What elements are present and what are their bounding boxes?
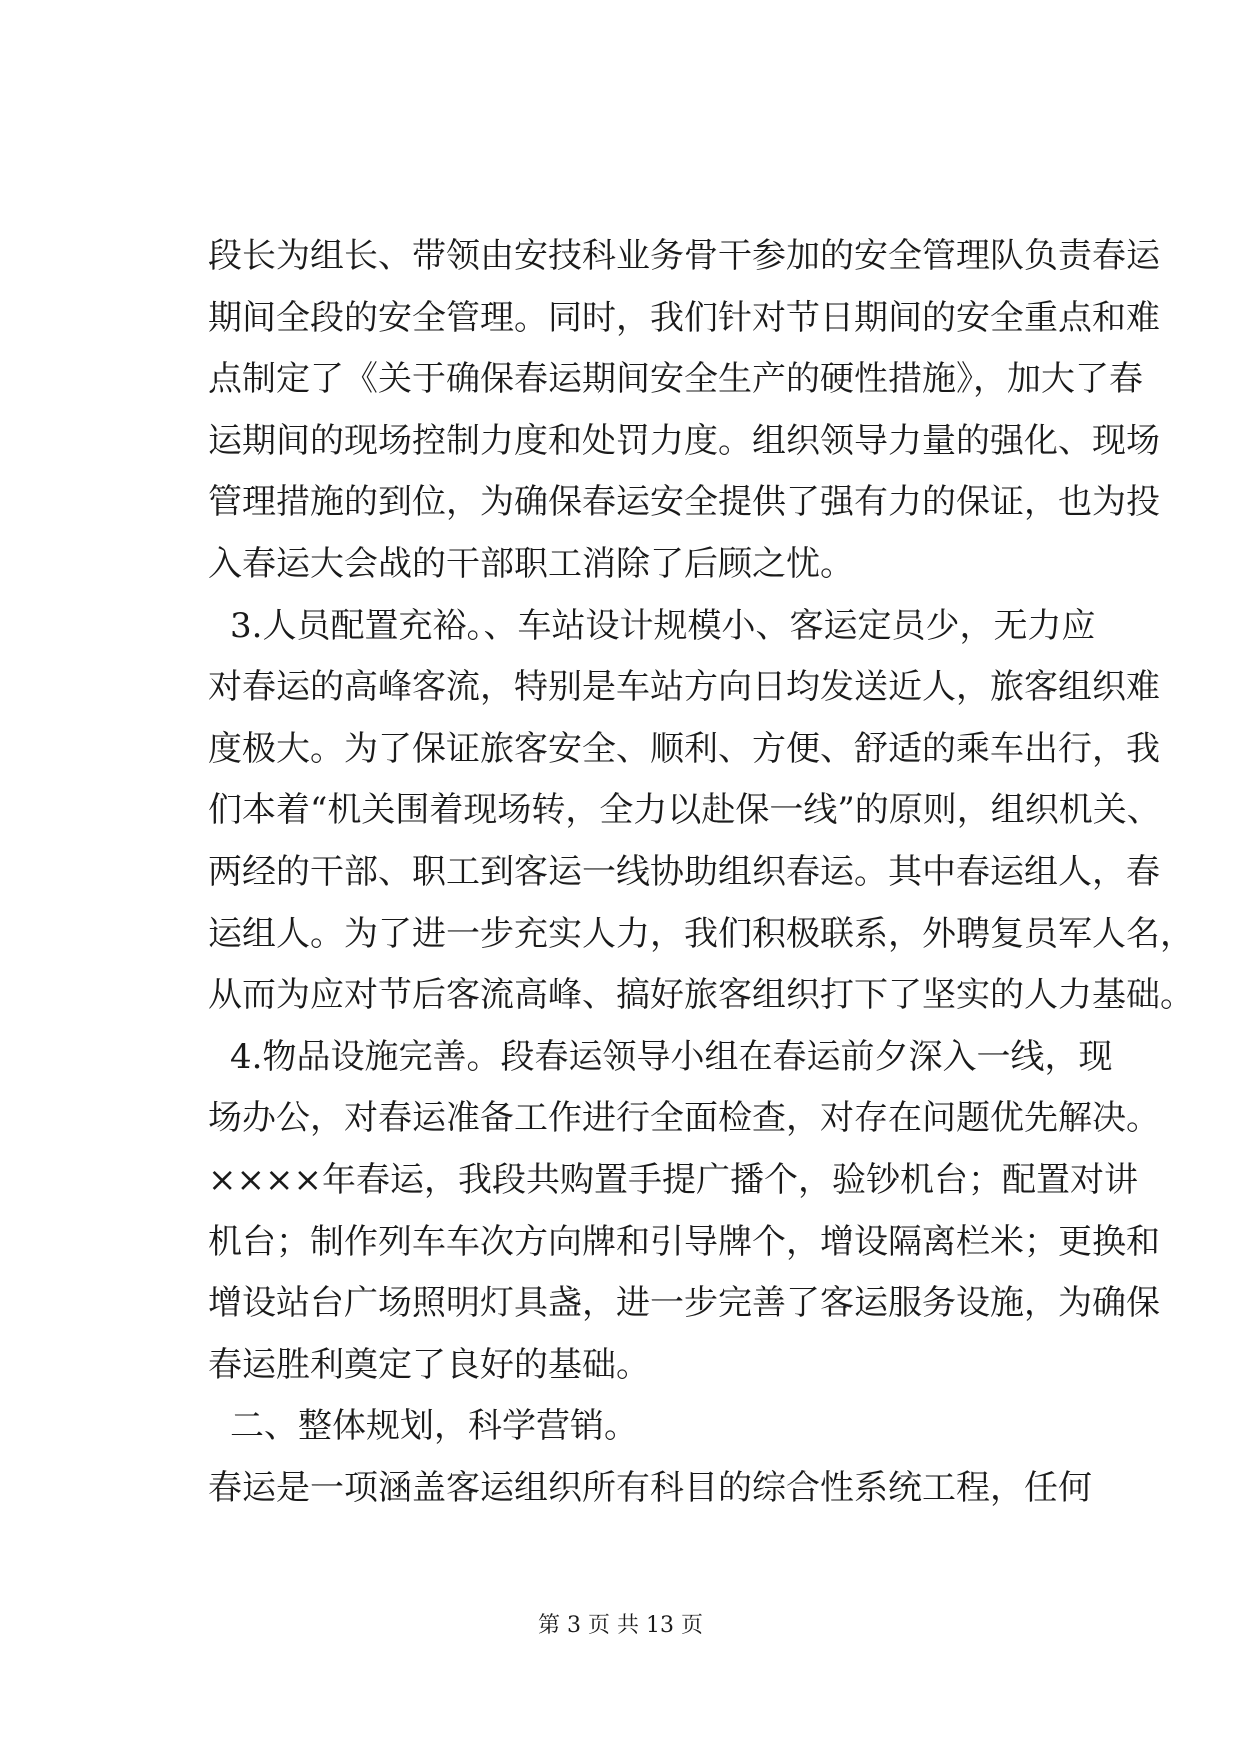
- text-line: 点制定了《关于确保春运期间安全生产的硬性措施》，加大了春: [208, 359, 1143, 400]
- text-line: 管理措施的到位，为确保春运安全提供了强有力的保证，也为投: [208, 482, 1160, 523]
- text-line: 场办公，对春运准备工作进行全面检查，对存在问题优先解决。: [208, 1098, 1160, 1139]
- text-line: 入春运大会战的干部职工消除了后顾之忧。: [208, 543, 854, 584]
- text-line: ××××年春运，我段共购置手提广播个，验钞机台；配置对讲: [208, 1159, 1138, 1200]
- text-line: 们本着“机关围着现场转，全力以赴保一线”的原则，组织机关、: [208, 790, 1161, 831]
- text-line: 春运是一项涵盖客运组织所有科目的综合性系统工程，任何: [208, 1467, 1092, 1508]
- document-body: [208, 226, 1194, 1519]
- text-line: 3.人员配置充裕。、车站设计规模小、客运定员少，无力应: [230, 605, 1096, 646]
- section-heading: 二、整体规划，科学营销。: [230, 1406, 638, 1447]
- text-line: 春运胜利奠定了良好的基础。: [208, 1344, 650, 1385]
- text-line: 度极大。为了保证旅客安全、顺利、方便、舒适的乘车出行，我: [208, 728, 1160, 769]
- text-line: 4.物品设施完善。段春运领导小组在春运前夕深入一线，现: [230, 1036, 1113, 1077]
- text-line: 机台；制作列车车次方向牌和引导牌个，增设隔离栏米；更换和: [208, 1221, 1160, 1262]
- text-line: 对春运的高峰客流，特别是车站方向日均发送近人，旅客组织难: [208, 667, 1160, 708]
- text-line: 增设站台广场照明灯具盏，进一步完善了客运服务设施，为确保: [208, 1283, 1160, 1324]
- text-line: 从而为应对节后客流高峰、搞好旅客组织打下了坚实的人力基础。: [208, 975, 1194, 1016]
- text-line: 期间全段的安全管理。同时，我们针对节日期间的安全重点和难: [208, 297, 1160, 338]
- text-line: 运组人。为了进一步充实人力，我们积极联系，外聘复员军人名，: [208, 913, 1194, 954]
- text-line: 两经的干部、职工到客运一线协助组织春运。其中春运组人，春: [208, 851, 1160, 892]
- text-line: 运期间的现场控制力度和处罚力度。组织领导力量的强化、现场: [208, 420, 1160, 461]
- page-number-footer: 第 3 页 共 13 页: [538, 1613, 703, 1638]
- text-line: 段长为组长、带领由安技科业务骨干参加的安全管理队负责春运: [208, 236, 1160, 276]
